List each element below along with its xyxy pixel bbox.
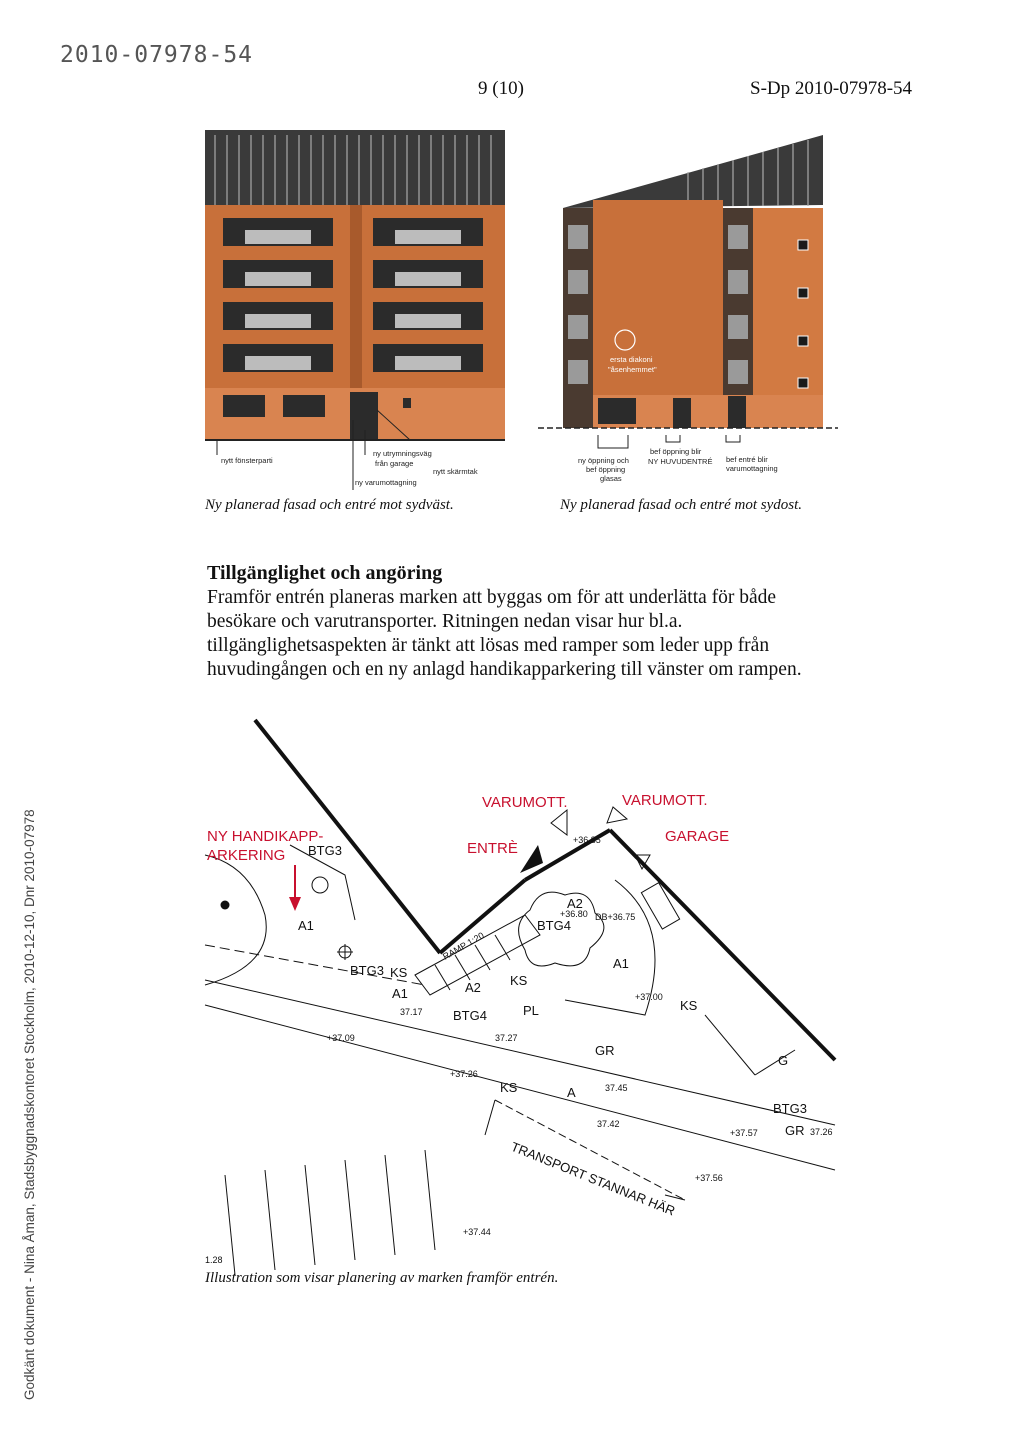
label-gr: GR bbox=[595, 1043, 615, 1058]
label-a2: A2 bbox=[465, 980, 481, 995]
facade-southeast-caption: Ny planerad fasad och entré mot sydost. bbox=[560, 497, 803, 513]
level-3726b: 37.26 bbox=[810, 1127, 833, 1137]
level-3745: 37.45 bbox=[605, 1083, 628, 1093]
label-btg3-mid: BTG3 bbox=[350, 963, 384, 978]
label-a1-right: A1 bbox=[613, 956, 629, 971]
site-plan-figure bbox=[195, 715, 845, 1305]
section-body: Framför entrén planeras marken att byggas om för att underlätta för både besökare och varutransporter. Ritningen nedan visar hur bl.a. tillgänglighetsaspekten är tänkt att lösas med ramper som leder upp från huvudingången och en ny anlagd handikapparkering till vänster om rampen. bbox=[207, 587, 802, 680]
label-transport-zone: TRANSPORT STANNAR HÄR bbox=[508, 1138, 678, 1219]
level-3744: +37.44 bbox=[463, 1227, 491, 1237]
label-parking-1: NY HANDIKAPP- bbox=[207, 828, 324, 845]
facade-southeast-figure bbox=[538, 130, 838, 513]
document-reference: S-Dp 2010-07978-54 bbox=[750, 78, 913, 99]
label-a1-left: A1 bbox=[298, 918, 314, 933]
label-gr-right: GR bbox=[785, 1123, 805, 1138]
level-3680: +36.80 bbox=[560, 909, 588, 919]
label-entrance: ENTRÈ bbox=[467, 840, 518, 857]
level-3675: DB+36.75 bbox=[595, 912, 636, 922]
level-3756: +37.56 bbox=[695, 1173, 723, 1183]
facade-southwest-caption: Ny planerad fasad och entré mot sydväst. bbox=[205, 497, 454, 513]
level-3685: +36.85 bbox=[573, 835, 601, 845]
label-new-roof: nytt skärmtak bbox=[433, 467, 478, 476]
label-opening-2: bef öppning bbox=[586, 465, 626, 474]
label-pl: PL bbox=[523, 1003, 539, 1018]
label-ks-ramp: KS bbox=[510, 973, 528, 988]
label-btg4: BTG4 bbox=[453, 1008, 487, 1023]
label-goods-reception: ny varumottagning bbox=[355, 478, 417, 487]
label-ks-mid: KS bbox=[390, 965, 408, 980]
label-goods-2: VARUMOTT. bbox=[622, 792, 708, 809]
label-btg4-top: BTG4 bbox=[537, 918, 571, 933]
approval-note: Godkänt dokument - Nina Åman, Stadsbyggnadskontoret Stockholm, 2010-12-10, Dnr 2010-07978 bbox=[22, 809, 37, 1400]
label-side-entrance-2: varumottagning bbox=[726, 464, 778, 473]
label-a2-top: A2 bbox=[567, 896, 583, 911]
level-3757: +37.57 bbox=[730, 1128, 758, 1138]
sign-line-1: ersta diakoni bbox=[610, 355, 653, 364]
label-from-garage: från garage bbox=[375, 459, 414, 468]
label-ks-low: KS bbox=[500, 1080, 518, 1095]
level-3742: 37.42 bbox=[597, 1119, 620, 1129]
facade-southwest-drawing bbox=[205, 130, 525, 490]
label-a1-mid: A1 bbox=[392, 986, 408, 1001]
level-3717: 37.17 bbox=[400, 1007, 423, 1017]
label-a-low: A bbox=[567, 1085, 576, 1100]
label-side-entrance-1: bef entré blir bbox=[726, 455, 768, 464]
sign-line-2: "åsenhemmet" bbox=[608, 365, 657, 374]
label-garage: GARAGE bbox=[665, 828, 730, 845]
level-3700: +37.00 bbox=[635, 992, 663, 1002]
page-number: 9 (10) bbox=[478, 78, 524, 99]
label-g: G bbox=[778, 1053, 789, 1068]
label-main-entrance-2: NY HUVUDENTRÉ bbox=[648, 457, 713, 466]
label-ks-right: KS bbox=[680, 998, 698, 1013]
level-3709: +37.09 bbox=[327, 1033, 355, 1043]
level-3726: +37.26 bbox=[450, 1069, 478, 1079]
document-stamp: 2010-07978-54 bbox=[60, 42, 254, 68]
facade-southeast-drawing bbox=[538, 130, 838, 490]
label-window-part: nytt fönsterparti bbox=[221, 456, 273, 465]
label-btg3-top: BTG3 bbox=[308, 843, 342, 858]
label-parking-2: ARKERING bbox=[207, 847, 286, 864]
label-main-entrance-1: bef öppning blir bbox=[650, 447, 702, 456]
label-ramp: RAMP 1:20 bbox=[441, 930, 486, 962]
facade-southwest-figure bbox=[205, 130, 525, 513]
level-3727: 37.27 bbox=[495, 1033, 518, 1043]
label-evacuation: ny utrymningsväg bbox=[373, 449, 432, 458]
label-opening-3: glasas bbox=[600, 474, 622, 483]
level-128: 1.28 bbox=[205, 1255, 223, 1265]
section-heading: Tillgänglighet och angöring bbox=[207, 562, 443, 584]
label-goods-1: VARUMOTT. bbox=[482, 794, 568, 811]
site-plan-drawing bbox=[195, 715, 845, 1285]
label-opening-1: ny öppning och bbox=[578, 456, 629, 465]
site-plan-caption: Illustration som visar planering av marken framför entrén. bbox=[205, 1270, 559, 1286]
label-btg3-right: BTG3 bbox=[773, 1101, 807, 1116]
